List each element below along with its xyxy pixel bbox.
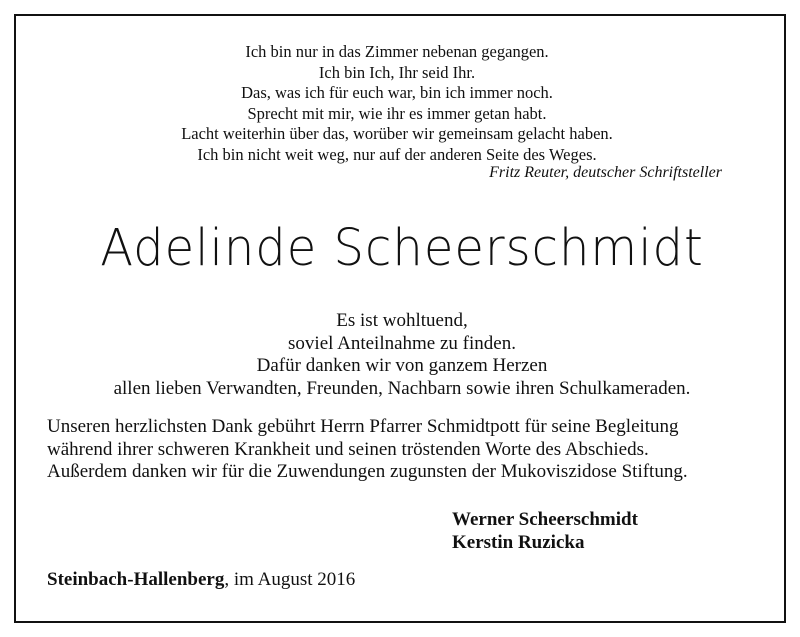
acknowledgement-paragraph <box>47 416 777 484</box>
place-date: , im August 2016 <box>224 569 356 590</box>
poem-author: Fritz Reuter, deutscher Schriftsteller <box>489 164 722 181</box>
paragraph-line: Unseren herzlichsten Dank gebührt Herrn Pfarrer Schmidtpott für seine Begleitung <box>47 416 679 437</box>
thanks-line: soviel Anteilnahme zu finden. <box>288 332 516 354</box>
deceased-name: Adelinde Scheerschmidt <box>100 218 704 278</box>
obituary-notice <box>14 14 786 623</box>
poem <box>16 42 788 181</box>
poem-line: Das, was ich für euch war, bin ich immer noch. <box>241 83 553 102</box>
paragraph-line: Außerdem danken wir für die Zuwendungen zugunsten der Mukoviszidose Stiftung. <box>47 461 688 482</box>
poem-line: Sprecht mit mir, wie ihr es immer getan habt. <box>247 103 547 123</box>
signer-name: Kerstin Ruzicka <box>452 532 585 553</box>
paragraph-line: während ihrer schweren Krankheit und seinen tröstenden Worte des Abschieds. <box>47 438 649 460</box>
signer-name: Werner Scheerschmidt <box>452 509 638 530</box>
thanks-line: Dafür danken wir von ganzem Herzen <box>256 355 548 376</box>
poem-line: Ich bin nicht weit weg, nur auf der anderen Seite des Weges. <box>197 144 597 164</box>
thanks-line: allen lieben Verwandten, Freunden, Nachbarn sowie ihren Schulkameraden. <box>113 377 691 399</box>
signers <box>452 508 638 554</box>
thanks-line: Es ist wohltuend, <box>336 310 468 331</box>
place-town: Steinbach-Hallenberg <box>47 569 225 590</box>
poem-line: Ich bin Ich, Ihr seid Ihr. <box>318 62 476 82</box>
poem-line: Ich bin nur in das Zimmer nebenan gegangen. <box>245 42 549 61</box>
place-and-date <box>47 569 355 591</box>
thanks-text <box>16 310 788 400</box>
poem-line: Lacht weiterhin über das, worüber wir gemeinsam gelacht haben. <box>181 124 613 143</box>
